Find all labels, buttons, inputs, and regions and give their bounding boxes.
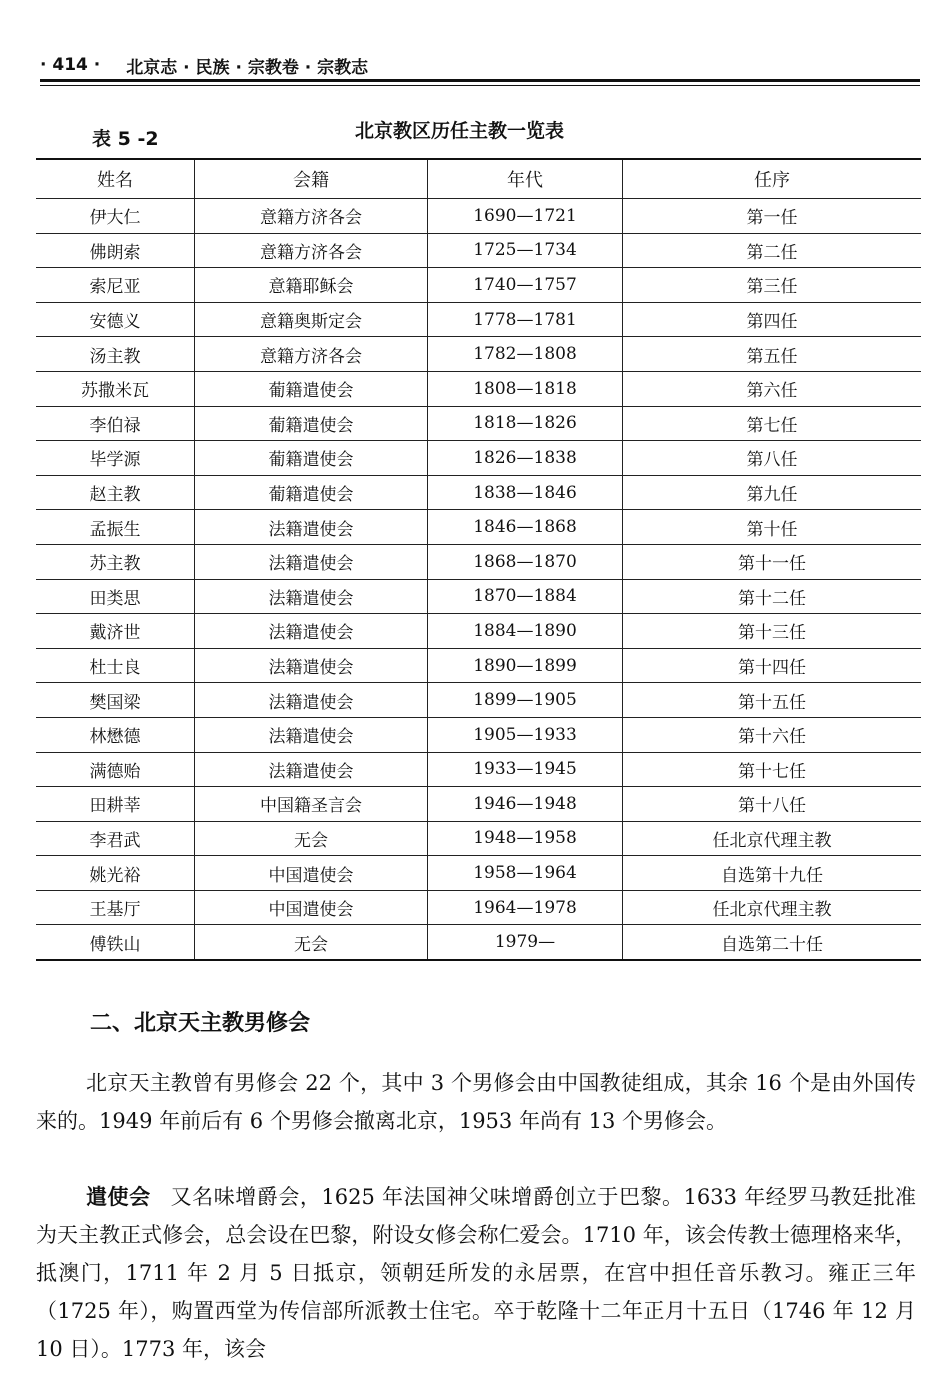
bishop-name: 赵主教 [36,475,195,510]
book-title: 北京志 · 民族 · 宗教卷 · 宗教志 [126,57,369,78]
bishop-years: 1690—1721 [428,199,623,234]
bishop-sequence: 第七任 [623,406,922,441]
bishop-years: 1933—1945 [428,752,623,787]
bishop-name: 满德贻 [36,752,195,787]
table-row [36,441,921,476]
bishop-years: 1958—1964 [428,856,623,891]
bishop-name: 田类思 [36,579,195,614]
bishop-order: 法籍遣使会 [195,614,428,649]
table-row [36,406,921,441]
table-row [36,925,921,960]
bishop-name: 安德义 [36,302,195,337]
page-header [40,50,920,80]
table-row [36,821,921,856]
bishop-years: 1725—1734 [428,233,623,268]
bishop-sequence: 第十六任 [623,717,922,752]
bishop-name: 伊大仁 [36,199,195,234]
bishop-sequence: 第十三任 [623,614,922,649]
bishop-order: 法籍遣使会 [195,752,428,787]
table-row [36,648,921,683]
bishop-name: 苏撒米瓦 [36,371,195,406]
bishop-years: 1826—1838 [428,441,623,476]
bishop-name: 傅铁山 [36,925,195,960]
bishop-name: 索尼亚 [36,268,195,303]
bishop-order: 无会 [195,821,428,856]
bishop-name: 李伯禄 [36,406,195,441]
header-rule-thick [40,79,920,82]
header-order: 会籍 [195,159,428,199]
table-row [36,752,921,787]
bishop-sequence: 任北京代理主教 [623,890,922,925]
bishop-order: 法籍遣使会 [195,683,428,718]
table-title: 北京教区历任主教一览表 [355,120,565,142]
bishop-years: 1899—1905 [428,683,623,718]
bishop-name: 李君武 [36,821,195,856]
bishop-years: 1979— [428,925,623,960]
bishop-order: 法籍遣使会 [195,648,428,683]
bishop-name: 孟振生 [36,510,195,545]
paragraph-1: 北京天主教曾有男修会 22 个，其中 3 个男修会由中国教徒组成，其余 16 个是由外国传来的。1949 年前后有 6 个男修会撤离北京，1953 年尚有 13 个男修会。 [36,1071,916,1133]
bishop-years: 1782—1808 [428,337,623,372]
bishop-name: 毕学源 [36,441,195,476]
table-row [36,510,921,545]
table-row [36,475,921,510]
bishop-years: 1870—1884 [428,579,623,614]
bishop-sequence: 第十七任 [623,752,922,787]
bishops-table [36,158,921,961]
bishop-sequence: 第十一任 [623,544,922,579]
table-row [36,337,921,372]
bishop-years: 1868—1870 [428,544,623,579]
bishop-order: 意籍方济各会 [195,233,428,268]
bishop-sequence: 第十任 [623,510,922,545]
section-heading: 二、北京天主教男修会 [90,1011,311,1036]
bishop-order: 无会 [195,925,428,960]
table-row [36,856,921,891]
paragraph-2-lead: 遣使会 [86,1185,151,1209]
bishop-sequence: 自选第十九任 [623,856,922,891]
bishop-name: 苏主教 [36,544,195,579]
table-row [36,787,921,822]
bishop-name: 佛朗索 [36,233,195,268]
bishop-years: 1948—1958 [428,821,623,856]
bishop-order: 中国遣使会 [195,890,428,925]
header-sequence: 任序 [623,159,922,199]
bishop-sequence: 第二任 [623,233,922,268]
bishop-years: 1838—1846 [428,475,623,510]
table-row [36,614,921,649]
bishop-years: 1740—1757 [428,268,623,303]
bishop-order: 法籍遣使会 [195,579,428,614]
bishop-order: 中国籍圣言会 [195,787,428,822]
bishop-years: 1905—1933 [428,717,623,752]
bishop-sequence: 第五任 [623,337,922,372]
bishop-sequence: 第十八任 [623,787,922,822]
header-name: 姓名 [36,159,195,199]
bishop-sequence: 自选第二十任 [623,925,922,960]
bishop-years: 1890—1899 [428,648,623,683]
header-rule-thin [40,85,920,86]
bishop-name: 杜士良 [36,648,195,683]
bishop-order: 葡籍遣使会 [195,406,428,441]
bishop-order: 葡籍遣使会 [195,475,428,510]
bishop-order: 意籍耶稣会 [195,268,428,303]
bishop-sequence: 第九任 [623,475,922,510]
bishop-sequence: 第六任 [623,371,922,406]
table-row [36,233,921,268]
bishop-name: 汤主教 [36,337,195,372]
bishop-order: 中国遣使会 [195,856,428,891]
bishop-order: 意籍方济各会 [195,199,428,234]
bishop-order: 意籍方济各会 [195,337,428,372]
bishop-sequence: 第十四任 [623,648,922,683]
bishop-sequence: 第十二任 [623,579,922,614]
bishop-order: 法籍遣使会 [195,510,428,545]
page-number: · 414 · [40,55,101,75]
table-body [36,199,921,961]
table-row [36,268,921,303]
table-row [36,683,921,718]
table-row [36,717,921,752]
bishop-name: 樊国梁 [36,683,195,718]
bishop-sequence: 第三任 [623,268,922,303]
bishop-years: 1778—1781 [428,302,623,337]
bishop-name: 田耕莘 [36,787,195,822]
table-row [36,579,921,614]
paragraph-2 [36,1178,916,1368]
table-row [36,199,921,234]
bishop-sequence: 第四任 [623,302,922,337]
bishop-order: 葡籍遣使会 [195,441,428,476]
bishop-sequence: 第十五任 [623,683,922,718]
bishop-years: 1946—1948 [428,787,623,822]
bishop-years: 1884—1890 [428,614,623,649]
table-label: 表 5 -2 [92,128,159,150]
table-row [36,371,921,406]
table-row [36,302,921,337]
bishop-years: 1808—1818 [428,371,623,406]
bishop-order: 意籍奥斯定会 [195,302,428,337]
table-row [36,544,921,579]
bishop-years: 1964—1978 [428,890,623,925]
bishop-sequence: 任北京代理主教 [623,821,922,856]
bishop-order: 葡籍遣使会 [195,371,428,406]
table-row [36,890,921,925]
bishop-sequence: 第八任 [623,441,922,476]
bishop-name: 姚光裕 [36,856,195,891]
paragraph-2-text: 又名味增爵会，1625 年法国神父味增爵创立于巴黎。1633 年经罗马教廷批准为天主教正式修会，总会设在巴黎，附设女修会称仁爱会。1710 年，该会传教士德理格来华，抵澳门，1711 年 2 月 5 日抵京，领朝廷所发的永居票，在宫中担任音乐教习。雍正三年（1725 年），购置西堂为传信部所派教士住宅。卒于乾隆十二年正月十五日（1746 年 12 月 10 日）。1773 年，该会 [36,1185,916,1361]
bishop-sequence: 第一任 [623,199,922,234]
bishop-years: 1818—1826 [428,406,623,441]
table-header-row [36,159,921,199]
bishop-name: 林懋德 [36,717,195,752]
bishop-order: 法籍遣使会 [195,544,428,579]
bishop-name: 王基厅 [36,890,195,925]
bishop-order: 法籍遣使会 [195,717,428,752]
header-years: 年代 [428,159,623,199]
bishop-name: 戴济世 [36,614,195,649]
bishop-years: 1846—1868 [428,510,623,545]
